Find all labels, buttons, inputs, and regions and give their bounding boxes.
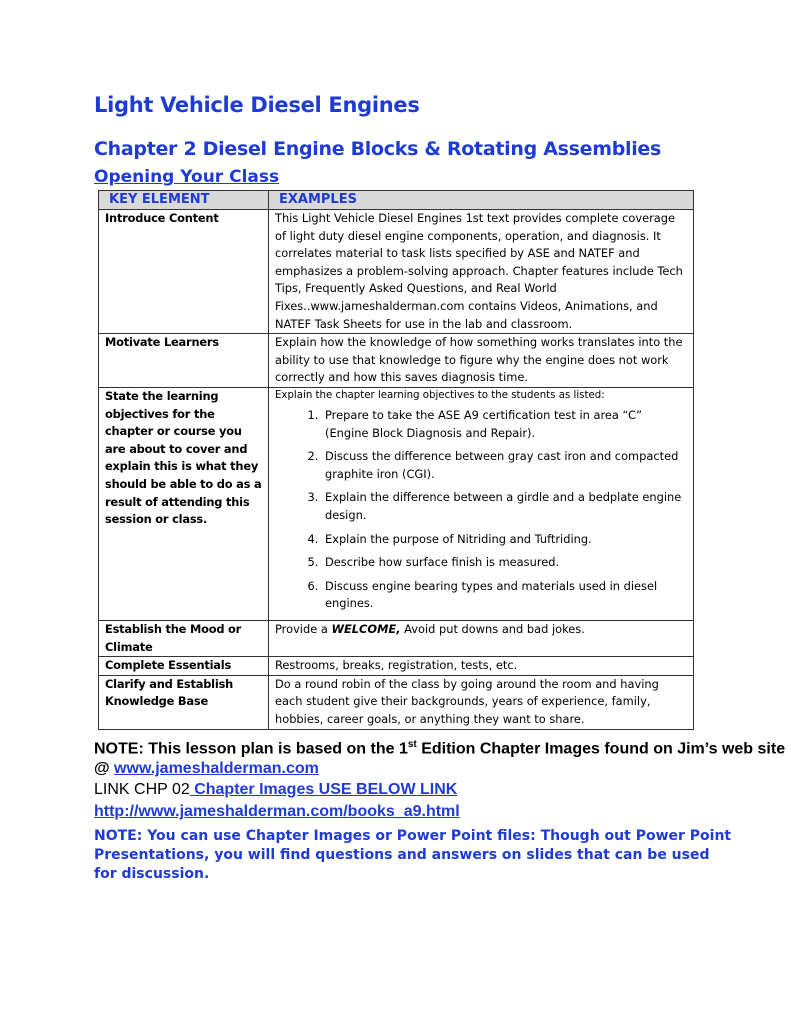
welcome-emphasis: WELCOME, (331, 621, 401, 636)
key-element-cell: Introduce Content (99, 210, 269, 334)
note-text: Edition Chapter Images found on Jim’s web site @ (94, 740, 786, 778)
chapter-images-link[interactable]: Chapter Images USE BELOW LINK (189, 781, 458, 798)
key-element-cell: State the learning objectives for the chapter or course you are about to cover and explain this is what they should be able to do as a result of attending this session or class. (99, 387, 269, 620)
key-element-cell: Complete Essentials (99, 657, 269, 676)
example-cell: Restrooms, breaks, registration, tests, etc. (269, 657, 694, 676)
list-item: 5. Describe how surface finish is measured. (322, 554, 687, 572)
table-row (99, 210, 694, 334)
list-item: 3. Explain the difference between a girdle and a bedplate engine design. (322, 489, 687, 524)
header-key-element: KEY ELEMENT (99, 191, 269, 210)
table-row (99, 620, 694, 656)
power-point-note: NOTE: You can use Chapter Images or Power Point files: Though out Power Point Presentations, you will find questions and answers on slides that can be used for discussion. (94, 828, 732, 882)
header-examples: EXAMPLES (269, 191, 694, 210)
link-prefix: LINK CHP 02 (94, 781, 190, 798)
note-text: NOTE: This lesson plan is based on the 1 (94, 740, 408, 758)
key-element-cell: Establish the Mood or Climate (99, 620, 269, 656)
list-item: 4. Explain the purpose of Nitriding and Tuftriding. (322, 531, 687, 549)
key-element-cell: Motivate Learners (99, 334, 269, 388)
lesson-plan-table (98, 190, 694, 730)
website-link[interactable]: www.jameshalderman.com (114, 760, 319, 778)
list-item: 2. Discuss the difference between gray cast iron and compacted graphite iron (CGI). (322, 448, 687, 483)
list-item: 6. Discuss engine bearing types and materials used in diesel engines. (322, 578, 687, 613)
table-row (99, 334, 694, 388)
example-text: Avoid put downs and bad jokes. (400, 621, 585, 636)
document-title: Light Vehicle Diesel Engines (94, 93, 420, 117)
example-cell: This Light Vehicle Diesel Engines 1st text provides complete coverage of light duty diesel engine components, operation, and diagnosis. It correlates material to task lists specified by ASE and NATEF and emphasizes a problem-solving approach. Chapter features include Tech Tips, Frequently Asked Questions, and Real World Fixes..www.jameshalderman.com contains Videos, Animations, and NATEF Task Sheets for use in the lab and classroom. (269, 210, 694, 334)
lesson-plan-note (94, 735, 791, 779)
table-row (99, 387, 694, 620)
example-cell: Explain how the knowledge of how something works translates into the ability to use that knowledge to figure why the engine does not work correctly and how this saves diagnosis time. (269, 334, 694, 388)
table-row (99, 675, 694, 729)
chapter-title: Chapter 2 Diesel Engine Blocks & Rotating Assemblies (94, 138, 662, 160)
objectives-list (275, 407, 687, 613)
note-superscript: st (407, 739, 417, 750)
table-header-row (99, 191, 694, 210)
example-cell: Do a round robin of the class by going around the room and having each student give their backgrounds, years of experience, family, hobbies, career goals, or anything they want to share. (269, 675, 694, 729)
example-text: Provide a (275, 621, 332, 636)
section-heading: Opening Your Class (94, 167, 280, 187)
example-cell (269, 387, 694, 620)
key-element-cell: Clarify and Establish Knowledge Base (99, 675, 269, 729)
list-item: 1. Prepare to take the ASE A9 certification test in area “C” (Engine Block Diagnosis and Repair). (322, 407, 687, 442)
chapter-link-line (94, 780, 457, 800)
table-row (99, 657, 694, 676)
example-cell (269, 620, 694, 656)
objectives-intro: Explain the chapter learning objectives to the students as listed: (275, 389, 605, 401)
books-url-link[interactable]: http://www.jameshalderman.com/books_a9.html (94, 803, 460, 820)
